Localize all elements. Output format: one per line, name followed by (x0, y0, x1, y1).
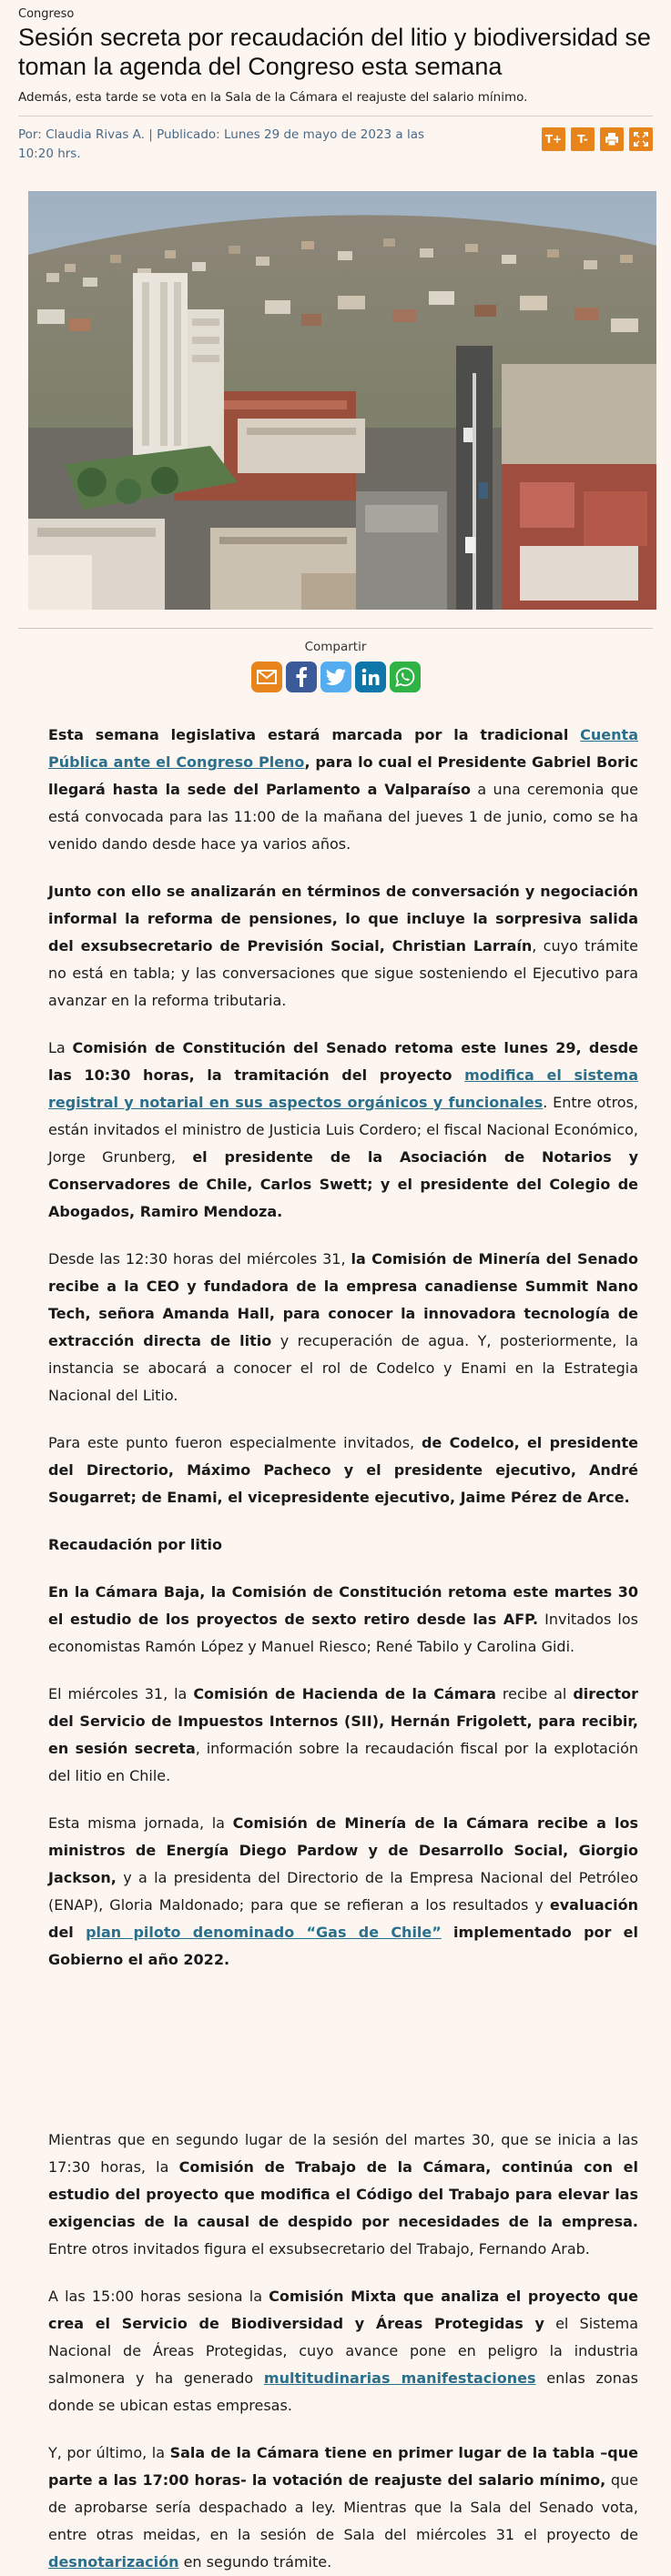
email-icon (257, 670, 277, 684)
paragraph-2 (48, 878, 638, 1015)
print-icon (605, 132, 619, 146)
decrease-text-button[interactable]: T- (571, 127, 595, 151)
share-facebook-button[interactable] (286, 662, 317, 692)
bold-text: director del Servicio de Impuestos Internos (SII), Hernán Frigolett, para recibir, en sesión secreta (48, 1685, 639, 1757)
body-text: Invitados los economistas Ramón López y Manuel Riesco; René Tabilo y Carolina Gidi. (48, 1611, 638, 1655)
body-text: . Entre otros, están invitados el ministro de Justicia Luis Cordero; el fiscal Nacional Económico, Jorge Grunberg, (48, 1094, 639, 1166)
paragraph-1 (48, 722, 638, 858)
link-cuenta-publica[interactable]: Cuenta Pública ante el Congreso Pleno (48, 726, 638, 771)
facebook-icon (295, 667, 308, 687)
body-text: y a la presidenta del Directorio de la Empresa Nacional del Petróleo (ENAP), Gloria Maldonado; para que se refieran a los resultados y (48, 1869, 638, 1914)
bold-text: , para lo cual el Presidente Gabriel Boric llegará hasta la sede del Parlamento a Valparaíso (48, 753, 639, 798)
body-text: recibe al (495, 1685, 574, 1702)
paragraph-10 (48, 2283, 638, 2419)
print-button[interactable] (600, 127, 624, 151)
bold-text: En la Cámara Baja, la Comisión de Constitución retoma este martes 30 el estudio de los proyectos de sexto retiro desde las AFP. (48, 1583, 638, 1628)
body-text: Desde las 12:30 horas del miércoles 31, (48, 1250, 351, 1268)
bold-text: Junto con ello se analizarán en términos de conversación y negociación informal la reforma de pensiones, lo que incluye la sorpresiva salida del exsubsecretario de Previsión Social, Christian Larraín (48, 883, 638, 955)
bold-text: evaluación del (48, 1896, 638, 1941)
link-desnotarizacion[interactable]: desnotarización (48, 2553, 179, 2571)
body-text: Mientras que en segundo lugar de la sesión del martes 30, que se inicia a las 17:30 horas, la (48, 2131, 638, 2176)
body-text: A las 15:00 horas sesiona la (48, 2288, 269, 2305)
body-text: y recuperación de agua. Y, posteriormente, la instancia se abocará a conocer el rol de Codelco y Enami en la Estrategia Nacional del Litio. (48, 1332, 639, 1404)
share-label: Compartir (304, 640, 367, 654)
paragraph-7 (48, 1681, 638, 1790)
bold-text: Comisión de Constitución del Senado retoma este lunes 29, desde las 10:30 horas, la tramitación del proyecto (48, 1039, 639, 1084)
paragraph-5 (48, 1429, 638, 1511)
share-twitter-button[interactable] (320, 662, 351, 692)
whatsapp-icon (395, 667, 415, 687)
section-label[interactable]: Congreso (18, 7, 75, 21)
bold-text: Comisión de Hacienda de la Cámara (193, 1685, 496, 1702)
meta-row (0, 116, 671, 173)
body-text: La (48, 1039, 73, 1056)
article-header (0, 0, 671, 105)
subheading: Recaudación por litio (48, 1536, 223, 1553)
body-text: el Sistema Nacional de Áreas Protegidas, cuyo avance pone en peligro la industria salmonera y ha generado (48, 2315, 639, 2387)
hero-image (28, 191, 656, 610)
body-text: Para este punto fueron especialmente invitados, (48, 1434, 422, 1451)
headline: Sesión secreta por recaudación del litio y biodiversidad se toman la agenda del Congreso esta semana (18, 24, 651, 80)
share-whatsapp-button[interactable] (390, 662, 421, 692)
body-text: Entre otros invitados figura el exsubsecretario del Trabajo, Fernando Arab. (48, 2240, 590, 2258)
bold-text: el presidente de la Asociación de Notarios y Conservadores de Chile, Carlos Swett; y el presidente del Colegio de Abogados, Ramiro Mendoza. (48, 1148, 639, 1220)
bold-text: Esta semana legislativa estará marcada por la tradicional (48, 726, 581, 743)
link-manifestaciones[interactable]: multitudinarias manifestaciones (263, 2369, 536, 2387)
share-linkedin-button[interactable] (355, 662, 386, 692)
paragraph-6 (48, 1579, 638, 1661)
blank-spacer (48, 1994, 638, 2126)
linkedin-icon (361, 668, 380, 686)
summary: Además, esta tarde se vota en la Sala de la Cámara el reajuste del salario mínimo. (18, 90, 528, 105)
bold-text: Comisión Mixta que analiza el proyecto que crea el Servicio de Biodiversidad y Áreas Protegidas y (48, 2288, 638, 2332)
body-text: El miércoles 31, la (48, 1685, 194, 1702)
body-text: Esta misma jornada, la (48, 1814, 233, 1832)
expand-icon (634, 132, 648, 146)
bold-text: Sala de la Cámara tiene en primer lugar de la tabla –que parte a las 17:00 horas- la votación de reajuste del salario mínimo, (48, 2444, 639, 2489)
paragraph-4 (48, 1246, 638, 1409)
link-plan-piloto[interactable]: plan piloto denominado “Gas de Chile” (86, 1924, 442, 1941)
article-tools (542, 126, 653, 151)
bold-text: de Codelco, el presidente del Directorio, Máximo Pacheco y el presidente ejecutivo, André Sougarret; de Enami, el vicepresidente ejecutivo, Jaime Pérez de Arce. (48, 1434, 639, 1506)
body-text: , información sobre la recaudación fiscal por la explotación del litio en Chile. (48, 1740, 639, 1784)
body-text: en segundo trámite. (178, 2553, 332, 2571)
increase-text-button[interactable]: T+ (542, 127, 565, 151)
bold-text: la Comisión de Minería del Senado recibe a la CEO y fundadora de la empresa canadiense Summit Nano Tech, señora Amanda Hall, para conocer la innovadora tecnología de extracción directa de litio (48, 1250, 638, 1349)
share-icons (0, 662, 671, 692)
bold-text: Comisión de Minería de la Cámara recibe a los ministros de Energía Diego Pardow y de Desarrollo Social, Giorgio Jackson, (48, 1814, 638, 1886)
body-text: que de aprobarse sería despachado a ley. Mientras que la Sala del Senado vota, entre otras meidas, en la sesión de Sala del miércoles 31 el proyecto de (48, 2471, 639, 2543)
paragraph-11 (48, 2440, 638, 2576)
body-text: , cuyo trámite no está en tabla; y las conversaciones que sigue sosteniendo el Ejecutivo para avanzar en la reforma tributaria. (48, 937, 638, 1009)
bold-text: implementado por el Gobierno el año 2022. (48, 1924, 639, 1968)
twitter-icon (326, 669, 346, 685)
paragraph-8 (48, 1810, 638, 1974)
byline: Por: Claudia Rivas A. | Publicado: Lunes 29 de mayo de 2023 a las 10:20 hrs. (18, 127, 425, 161)
share-section (0, 629, 671, 692)
body-text: Y, por último, la (48, 2444, 170, 2461)
article-body (0, 692, 671, 2576)
link-sistema-registral[interactable]: modifica el sistema registral y notarial en sus aspectos orgánicos y funcionales (48, 1066, 639, 1111)
bold-text: Comisión de Trabajo de la Cámara, continúa con el estudio del proyecto que modifica el Código del Trabajo para elevar las exigencias de la causal de despido por necesidades de la empresa. (48, 2158, 639, 2230)
paragraph-9 (48, 2126, 638, 2263)
fullscreen-button[interactable] (629, 127, 653, 151)
congress-building-photo (28, 191, 656, 610)
paragraph-3 (48, 1035, 638, 1226)
body-text: a una ceremonia que está convocada para las 11:00 de la mañana del jueves 1 de junio, como se ha venido dando desde hace ya varios años. (48, 781, 638, 853)
body-text: enlas zonas donde se ubican estas empresas. (48, 2369, 638, 2414)
share-email-button[interactable] (251, 662, 282, 692)
